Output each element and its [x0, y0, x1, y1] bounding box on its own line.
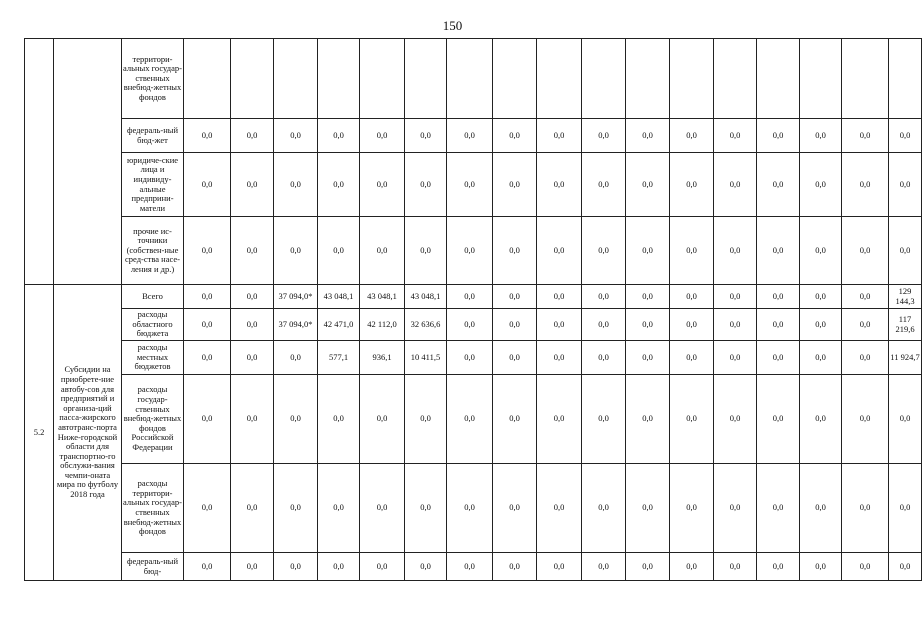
table-row: [25, 119, 922, 153]
value-cell: 0,0: [447, 217, 493, 285]
value-cell: 0,0: [800, 341, 842, 375]
value-cell: [274, 39, 318, 119]
value-cell: 0,0: [493, 553, 537, 581]
measure-name-cell: [54, 39, 122, 285]
value-cell: 0,0: [800, 309, 842, 341]
value-cell: 0,0: [842, 375, 889, 464]
page-number: 150: [442, 18, 463, 33]
value-cell: 0,0: [714, 119, 757, 153]
funding-source-cell: федераль-ный бюд-жет: [122, 119, 184, 153]
value-cell: 43 048,1: [318, 285, 360, 309]
table-row: [25, 553, 922, 581]
value-cell: [405, 39, 447, 119]
value-cell: 0,0: [626, 285, 670, 309]
table-row: [25, 217, 922, 285]
value-cell: 43 048,1: [405, 285, 447, 309]
value-cell: 0,0: [757, 341, 800, 375]
value-cell: 0,0: [493, 341, 537, 375]
value-cell: 0,0: [360, 217, 405, 285]
value-cell: 0,0: [405, 464, 447, 553]
value-cell: 0,0: [447, 285, 493, 309]
value-cell: 0,0: [405, 375, 447, 464]
value-cell: 0,0: [757, 217, 800, 285]
funding-source-cell: Всего: [122, 285, 184, 309]
row-code-cell: [25, 39, 54, 285]
value-cell: 0,0: [447, 119, 493, 153]
value-cell: 0,0: [626, 309, 670, 341]
value-cell: 0,0: [184, 464, 231, 553]
value-cell: 0,0: [582, 309, 626, 341]
value-cell: 0,0: [447, 153, 493, 217]
funding-source-cell: расходы местных бюджетов: [122, 341, 184, 375]
value-cell: 0,0: [447, 553, 493, 581]
value-cell: 0,0: [582, 153, 626, 217]
funding-source-cell: территори-альных государ-ственных внебюд-жетных фондов: [122, 39, 184, 119]
value-cell: 0,0: [318, 119, 360, 153]
value-cell: 0,0: [274, 375, 318, 464]
value-cell: 0,0: [318, 553, 360, 581]
value-cell: 0,0: [184, 217, 231, 285]
value-cell: 0,0: [714, 375, 757, 464]
value-cell: 0,0: [360, 119, 405, 153]
value-cell: 0,0: [889, 153, 922, 217]
value-cell: 0,0: [318, 217, 360, 285]
value-cell: 0,0: [360, 375, 405, 464]
row-code-cell: 5.2: [25, 285, 54, 581]
value-cell: 0,0: [537, 119, 582, 153]
value-cell: 0,0: [626, 119, 670, 153]
value-cell: 0,0: [537, 153, 582, 217]
value-cell: [231, 39, 274, 119]
value-cell: 0,0: [842, 119, 889, 153]
value-cell: [800, 39, 842, 119]
funding-source-cell: юридиче-ские лица и индивиду-альные предприни-матели: [122, 153, 184, 217]
value-cell: 0,0: [231, 217, 274, 285]
value-cell: 0,0: [626, 464, 670, 553]
value-cell: 0,0: [274, 217, 318, 285]
value-cell: 0,0: [582, 341, 626, 375]
value-cell: 0,0: [757, 553, 800, 581]
value-cell: 0,0: [582, 285, 626, 309]
value-cell: [757, 39, 800, 119]
funding-source-cell: расходы областного бюджета: [122, 309, 184, 341]
value-cell: 0,0: [842, 464, 889, 553]
value-cell: 0,0: [537, 217, 582, 285]
value-cell: 0,0: [626, 341, 670, 375]
value-cell: [184, 39, 231, 119]
value-cell: 0,0: [405, 119, 447, 153]
value-cell: [626, 39, 670, 119]
funding-source-cell: прочие ис-точники (собствен-ные сред-ства насе-ления и др.): [122, 217, 184, 285]
value-cell: 0,0: [842, 309, 889, 341]
funding-source-cell: расходы территори-альных государ-ственных внебюд-жетных фондов: [122, 464, 184, 553]
value-cell: 0,0: [274, 119, 318, 153]
value-cell: 0,0: [493, 464, 537, 553]
value-cell: [447, 39, 493, 119]
value-cell: 0,0: [670, 464, 714, 553]
value-cell: 0,0: [537, 375, 582, 464]
value-cell: 0,0: [184, 309, 231, 341]
table-row: [25, 375, 922, 464]
measure-name-cell: Субсидии на приобрете-ние автобу-сов для предприятий и организа-ций пасса-жирского автотранс-порта Ниже-городской области для транспортно-го обслужи-вания чемпи-оната мира по футболу 2018 года: [54, 285, 122, 581]
table-row: [25, 309, 922, 341]
value-cell: 0,0: [582, 217, 626, 285]
value-cell: 0,0: [318, 375, 360, 464]
value-cell: 0,0: [889, 119, 922, 153]
value-cell: 42 112,0: [360, 309, 405, 341]
value-cell: 0,0: [184, 553, 231, 581]
value-cell: 0,0: [714, 285, 757, 309]
value-cell: 0,0: [800, 119, 842, 153]
value-cell: 0,0: [670, 119, 714, 153]
value-cell: [318, 39, 360, 119]
value-cell: 0,0: [670, 375, 714, 464]
value-cell: 0,0: [493, 285, 537, 309]
value-cell: 0,0: [537, 309, 582, 341]
value-cell: 0,0: [231, 153, 274, 217]
value-cell: 0,0: [493, 217, 537, 285]
value-cell: 0,0: [582, 553, 626, 581]
value-cell: 0,0: [582, 375, 626, 464]
value-cell: 0,0: [537, 285, 582, 309]
value-cell: 0,0: [405, 153, 447, 217]
value-cell: 0,0: [447, 309, 493, 341]
value-cell: [493, 39, 537, 119]
value-cell: 0,0: [274, 464, 318, 553]
value-cell: 0,0: [537, 553, 582, 581]
value-cell: 0,0: [889, 375, 922, 464]
value-cell: [537, 39, 582, 119]
value-cell: 42 471,0: [318, 309, 360, 341]
value-cell: 11 924,7: [889, 341, 922, 375]
value-cell: 0,0: [493, 309, 537, 341]
value-cell: 37 094,0*: [274, 309, 318, 341]
value-cell: 0,0: [757, 309, 800, 341]
value-cell: 0,0: [231, 341, 274, 375]
value-cell: 32 636,6: [405, 309, 447, 341]
value-cell: 0,0: [714, 217, 757, 285]
value-cell: 0,0: [447, 464, 493, 553]
value-cell: 0,0: [800, 464, 842, 553]
value-cell: 0,0: [184, 119, 231, 153]
value-cell: 0,0: [318, 464, 360, 553]
value-cell: 0,0: [670, 309, 714, 341]
value-cell: 0,0: [800, 375, 842, 464]
value-cell: [889, 39, 922, 119]
value-cell: 0,0: [360, 553, 405, 581]
value-cell: 0,0: [714, 153, 757, 217]
value-cell: [714, 39, 757, 119]
value-cell: 0,0: [231, 285, 274, 309]
value-cell: 0,0: [889, 464, 922, 553]
table-row: [25, 285, 922, 309]
value-cell: 0,0: [184, 153, 231, 217]
funding-source-cell: федераль-ный бюд-: [122, 553, 184, 581]
value-cell: 936,1: [360, 341, 405, 375]
value-cell: 0,0: [626, 153, 670, 217]
value-cell: 0,0: [757, 375, 800, 464]
value-cell: 0,0: [757, 153, 800, 217]
value-cell: 0,0: [184, 341, 231, 375]
value-cell: 0,0: [582, 119, 626, 153]
value-cell: 0,0: [842, 153, 889, 217]
value-cell: 0,0: [670, 153, 714, 217]
value-cell: 0,0: [714, 464, 757, 553]
value-cell: 0,0: [889, 217, 922, 285]
table-row: [25, 464, 922, 553]
value-cell: 0,0: [274, 341, 318, 375]
funding-source-cell: расходы государ-ственных внебюд-жетных фондов Российской Федерации: [122, 375, 184, 464]
value-cell: 0,0: [274, 553, 318, 581]
value-cell: 0,0: [842, 341, 889, 375]
value-cell: 37 094,0*: [274, 285, 318, 309]
value-cell: 10 411,5: [405, 341, 447, 375]
value-cell: 0,0: [447, 375, 493, 464]
value-cell: [670, 39, 714, 119]
value-cell: 0,0: [800, 217, 842, 285]
value-cell: 0,0: [184, 285, 231, 309]
value-cell: 0,0: [537, 341, 582, 375]
value-cell: 0,0: [493, 375, 537, 464]
value-cell: 0,0: [889, 553, 922, 581]
value-cell: 0,0: [842, 217, 889, 285]
value-cell: [360, 39, 405, 119]
value-cell: 0,0: [757, 119, 800, 153]
value-cell: 0,0: [493, 119, 537, 153]
value-cell: 0,0: [493, 153, 537, 217]
value-cell: 0,0: [670, 217, 714, 285]
value-cell: 0,0: [274, 153, 318, 217]
value-cell: 0,0: [800, 153, 842, 217]
table-row: [25, 39, 922, 119]
value-cell: 0,0: [714, 309, 757, 341]
value-cell: 577,1: [318, 341, 360, 375]
value-cell: 129 144,3: [889, 285, 922, 309]
value-cell: 0,0: [405, 217, 447, 285]
value-cell: 43 048,1: [360, 285, 405, 309]
value-cell: 0,0: [231, 119, 274, 153]
value-cell: 0,0: [582, 464, 626, 553]
value-cell: 0,0: [800, 285, 842, 309]
value-cell: 0,0: [842, 285, 889, 309]
value-cell: 0,0: [670, 553, 714, 581]
value-cell: 0,0: [447, 341, 493, 375]
value-cell: 0,0: [231, 553, 274, 581]
value-cell: 0,0: [714, 341, 757, 375]
value-cell: 0,0: [184, 375, 231, 464]
value-cell: 0,0: [626, 217, 670, 285]
value-cell: 0,0: [405, 553, 447, 581]
value-cell: 0,0: [714, 553, 757, 581]
value-cell: 0,0: [231, 464, 274, 553]
value-cell: 0,0: [670, 341, 714, 375]
value-cell: 0,0: [670, 285, 714, 309]
value-cell: 0,0: [626, 553, 670, 581]
value-cell: 0,0: [231, 375, 274, 464]
value-cell: 117 219,6: [889, 309, 922, 341]
value-cell: 0,0: [626, 375, 670, 464]
value-cell: 0,0: [231, 309, 274, 341]
value-cell: [582, 39, 626, 119]
table-row: [25, 153, 922, 217]
value-cell: 0,0: [360, 153, 405, 217]
value-cell: 0,0: [757, 285, 800, 309]
table-row: [25, 341, 922, 375]
budget-table: [24, 38, 922, 581]
value-cell: 0,0: [537, 464, 582, 553]
value-cell: 0,0: [800, 553, 842, 581]
value-cell: 0,0: [360, 464, 405, 553]
value-cell: 0,0: [318, 153, 360, 217]
value-cell: 0,0: [842, 553, 889, 581]
value-cell: 0,0: [757, 464, 800, 553]
value-cell: [842, 39, 889, 119]
